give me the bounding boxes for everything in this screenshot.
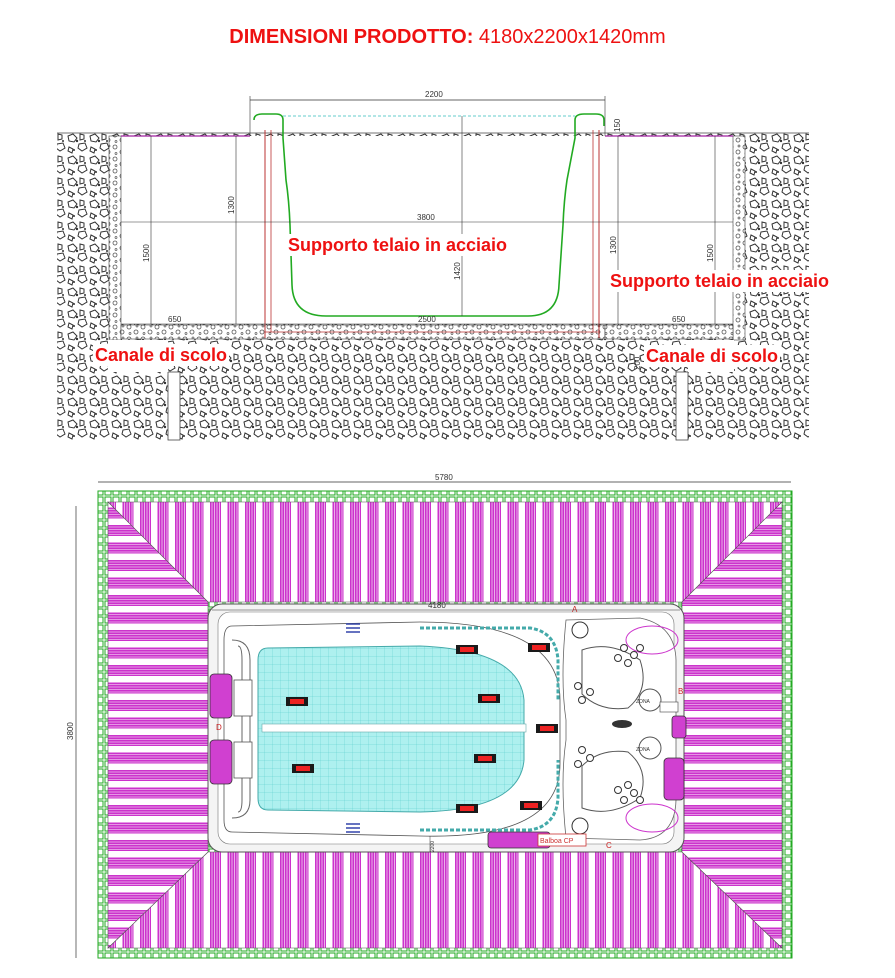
dim-outer-width: 5780 — [435, 473, 453, 482]
dim-top-width: 2200 — [425, 90, 443, 99]
gravel-floor-right — [605, 325, 733, 339]
dim-depth-left: 1300 — [227, 196, 236, 214]
title-value: 4180x2200x1420mm — [478, 26, 666, 48]
marker-c: C — [606, 841, 612, 850]
label-support-right: Supporto telaio in acciaio — [610, 271, 830, 291]
seat-label-upper: ZONA — [636, 699, 650, 705]
label-support-left: Supporto telaio in acciaio — [288, 235, 508, 255]
dim-spa-length: 4180 — [428, 601, 446, 610]
dim-bottom: 2500 — [418, 315, 436, 324]
label-drain-left: Canale di scolo — [95, 345, 228, 365]
title-label: DIMENSIONI PRODOTTO: — [229, 26, 474, 48]
deck-top — [108, 502, 782, 602]
equipment-pack — [488, 832, 586, 848]
marker-d: D — [216, 723, 222, 732]
seat-label-lower: ZONA — [636, 747, 650, 753]
dim-overall: 3800 — [417, 213, 435, 222]
plan-view — [66, 473, 792, 958]
cross-section — [57, 90, 809, 440]
gravel-wall-left — [109, 136, 121, 340]
gravel-wall-right — [733, 136, 745, 340]
dim-pit-left: 1500 — [142, 244, 151, 262]
dim-outer-height: 3800 — [66, 722, 75, 740]
drain-pipe-right — [676, 372, 688, 440]
marker-a: A — [572, 605, 578, 614]
dim-step: 2200 — [430, 840, 436, 852]
dim-rim: 150 — [613, 118, 622, 132]
label-drain-right: Canale di scolo — [646, 346, 779, 366]
spa-seating-area — [563, 618, 676, 840]
equipment-label: Balboa CP — [540, 838, 574, 845]
dim-depth-right: 1300 — [609, 236, 618, 254]
drain-pipe-left — [168, 372, 180, 440]
dim-drain: 200 — [633, 356, 642, 370]
gravel-floor-left — [121, 325, 265, 339]
deck-bottom — [108, 852, 782, 948]
pit-cavity — [121, 136, 733, 324]
dim-inner: 1420 — [453, 262, 462, 280]
dim-side-left: 650 — [168, 315, 182, 324]
dim-side-right: 650 — [672, 315, 686, 324]
marker-b: B — [678, 687, 684, 696]
dim-pit-right: 1500 — [706, 244, 715, 262]
